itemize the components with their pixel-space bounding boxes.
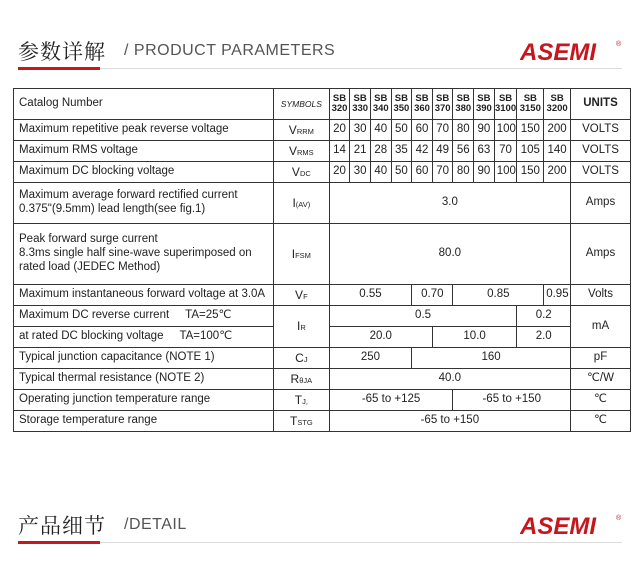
param-label: Operating junction temperature range <box>14 390 274 411</box>
section-header-parameters <box>0 34 640 70</box>
param-label: Maximum repetitive peak reverse voltage <box>14 120 274 141</box>
section-title-cn: 参数详解 <box>18 40 106 64</box>
value-cell: 80 <box>453 162 474 183</box>
header-row <box>14 89 631 120</box>
model-header: SB 3100 <box>494 89 517 120</box>
value-cell: 140 <box>544 141 571 162</box>
table-row <box>14 285 631 306</box>
asemi-logo <box>520 512 622 538</box>
table-row <box>14 120 631 141</box>
value-cell: 2.0 <box>517 327 571 348</box>
value-cell: 30 <box>350 162 371 183</box>
svg-text:®: ® <box>616 515 622 522</box>
section-title-en: /DETAIL <box>124 516 187 533</box>
value-cell: 0.70 <box>412 285 453 306</box>
header-accent-bar <box>18 67 100 70</box>
catalog-header: Catalog Number <box>14 89 274 120</box>
param-label: Maximum DC blocking voltage <box>14 162 274 183</box>
svg-text:ASEMI: ASEMI <box>520 39 597 64</box>
value-cell: 80.0 <box>329 224 570 285</box>
value-cell: 150 <box>517 120 544 141</box>
value-cell: 14 <box>329 141 350 162</box>
param-symbol: VRRM <box>274 120 330 141</box>
param-symbol: CJ <box>274 348 330 369</box>
value-cell: 0.95 <box>544 285 571 306</box>
value-cell: 250 <box>329 348 412 369</box>
value-cell: 63 <box>474 141 495 162</box>
header-accent-bar <box>18 541 100 544</box>
model-header: SB 340 <box>370 89 391 120</box>
unit-cell: VOLTS <box>571 162 631 183</box>
model-header: SB 320 <box>329 89 350 120</box>
param-symbol: TSTG <box>274 411 330 432</box>
param-label: Storage temperature range <box>14 411 274 432</box>
value-cell: 20 <box>329 120 350 141</box>
svg-text:ASEMI: ASEMI <box>520 513 597 538</box>
value-cell: 20.0 <box>329 327 432 348</box>
value-cell: 105 <box>517 141 544 162</box>
value-cell: 20 <box>329 162 350 183</box>
section-header-detail <box>0 508 640 544</box>
unit-cell: mA <box>571 306 631 348</box>
param-symbol: I(AV) <box>274 183 330 224</box>
param-symbol: VRMS <box>274 141 330 162</box>
value-cell: 200 <box>544 162 571 183</box>
param-symbol: VF <box>274 285 330 306</box>
unit-cell: VOLTS <box>571 141 631 162</box>
model-header: SB 350 <box>391 89 412 120</box>
table-row <box>14 390 631 411</box>
value-cell: 70 <box>432 162 453 183</box>
units-header: UNITS <box>571 89 631 120</box>
value-cell: 35 <box>391 141 412 162</box>
value-cell: 49 <box>432 141 453 162</box>
value-cell: 70 <box>432 120 453 141</box>
model-header: SB 3150 <box>517 89 544 120</box>
model-header: SB 390 <box>474 89 495 120</box>
param-symbol: RθJA <box>274 369 330 390</box>
value-cell: 100 <box>494 120 517 141</box>
value-cell: 0.85 <box>453 285 544 306</box>
value-cell: -65 to +150 <box>453 390 571 411</box>
value-cell: -65 to +125 <box>329 390 453 411</box>
value-cell: 150 <box>517 162 544 183</box>
value-cell: 70 <box>494 141 517 162</box>
param-label: Maximum RMS voltage <box>14 141 274 162</box>
svg-text:®: ® <box>616 41 622 48</box>
param-label: at rated DC blocking voltage TA=100℃ <box>14 327 274 348</box>
table-row <box>14 141 631 162</box>
unit-cell: Amps <box>571 183 631 224</box>
value-cell: 10.0 <box>432 327 517 348</box>
param-label: Maximum DC reverse current TA=25℃ <box>14 306 274 327</box>
model-header: SB 360 <box>412 89 433 120</box>
param-symbol: IR <box>274 306 330 348</box>
unit-cell: Volts <box>571 285 631 306</box>
table-row <box>14 224 631 285</box>
value-cell: 160 <box>412 348 571 369</box>
value-cell: 28 <box>370 141 391 162</box>
header-divider <box>18 68 622 69</box>
param-label: Maximum average forward rectified current 0.375"(9.5mm) lead length(see fig.1) <box>14 183 274 224</box>
model-header: SB 3200 <box>544 89 571 120</box>
value-cell: 100 <box>494 162 517 183</box>
asemi-logo <box>520 38 622 64</box>
value-cell: 30 <box>350 120 371 141</box>
value-cell: 200 <box>544 120 571 141</box>
model-header: SB 380 <box>453 89 474 120</box>
param-label: Typical thermal resistance (NOTE 2) <box>14 369 274 390</box>
value-cell: 40 <box>370 120 391 141</box>
value-cell: -65 to +150 <box>329 411 570 432</box>
section-title-cn: 产品细节 <box>18 514 106 538</box>
model-header: SB 370 <box>432 89 453 120</box>
value-cell: 90 <box>474 162 495 183</box>
table-row <box>14 369 631 390</box>
param-symbol: TJ, <box>274 390 330 411</box>
param-label: Typical junction capacitance (NOTE 1) <box>14 348 274 369</box>
value-cell: 0.2 <box>517 306 571 327</box>
parameter-table <box>13 88 631 432</box>
value-cell: 42 <box>412 141 433 162</box>
value-cell: 80 <box>453 120 474 141</box>
unit-cell: ℃ <box>571 390 631 411</box>
value-cell: 0.55 <box>329 285 412 306</box>
section-title-en: / PRODUCT PARAMETERS <box>124 42 336 59</box>
value-cell: 50 <box>391 120 412 141</box>
value-cell: 90 <box>474 120 495 141</box>
param-symbol: IFSM <box>274 224 330 285</box>
value-cell: 60 <box>412 120 433 141</box>
param-label: Maximum instantaneous forward voltage at 3.0A <box>14 285 274 306</box>
table-row <box>14 162 631 183</box>
table-row <box>14 306 631 327</box>
value-cell: 50 <box>391 162 412 183</box>
table-row <box>14 348 631 369</box>
unit-cell: Amps <box>571 224 631 285</box>
unit-cell: ℃ <box>571 411 631 432</box>
table-row <box>14 183 631 224</box>
value-cell: 3.0 <box>329 183 570 224</box>
value-cell: 40 <box>370 162 391 183</box>
value-cell: 40.0 <box>329 369 570 390</box>
unit-cell: pF <box>571 348 631 369</box>
header-divider <box>18 542 622 543</box>
value-cell: 60 <box>412 162 433 183</box>
symbols-header: SYMBOLS <box>274 89 330 120</box>
table-row <box>14 411 631 432</box>
unit-cell: VOLTS <box>571 120 631 141</box>
value-cell: 0.5 <box>329 306 517 327</box>
param-symbol: VDC <box>274 162 330 183</box>
model-header: SB 330 <box>350 89 371 120</box>
value-cell: 56 <box>453 141 474 162</box>
param-label: Peak forward surge current 8.3ms single half sine-wave superimposed on rated load (JEDEC Method) <box>14 224 274 285</box>
value-cell: 21 <box>350 141 371 162</box>
unit-cell: ℃/W <box>571 369 631 390</box>
